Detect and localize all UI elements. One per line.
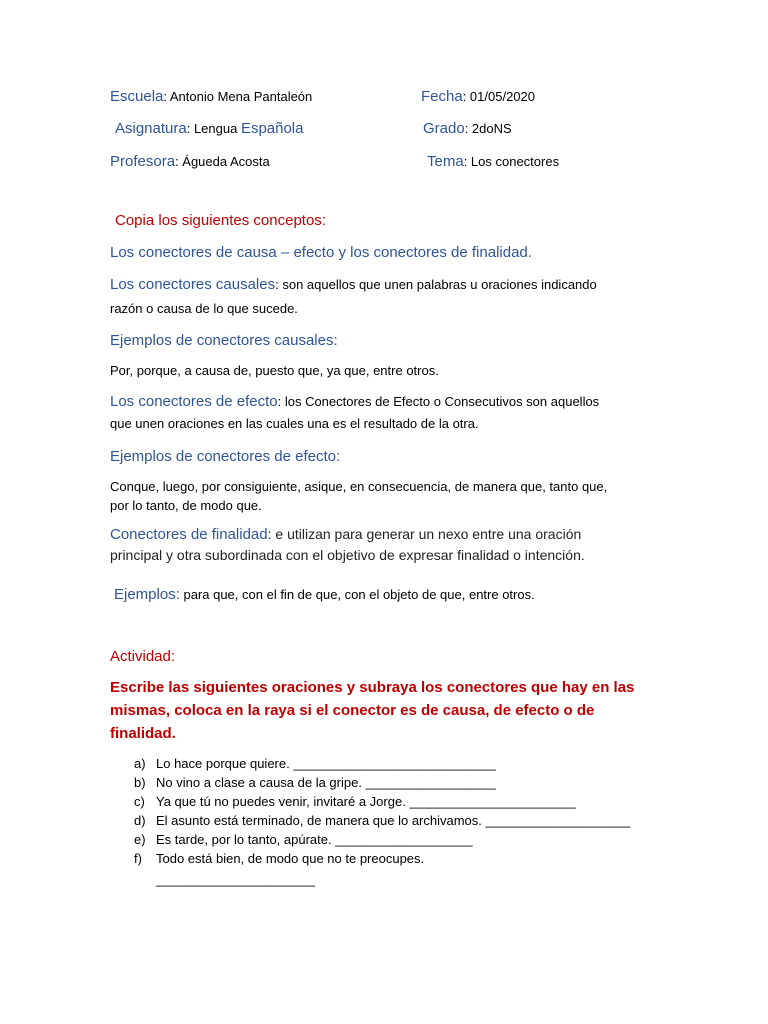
escuela-label: Escuela bbox=[110, 88, 164, 105]
causales-label: Los conectores causales bbox=[110, 276, 276, 293]
efecto-line-1 bbox=[110, 393, 599, 411]
causales-line-1 bbox=[110, 276, 597, 294]
item-text: Ya que tú no puedes venir, invitaré a Jorge. bbox=[156, 794, 410, 809]
answer-blank[interactable]: ___________________ bbox=[335, 832, 473, 847]
item-text: No vino a clase a causa de la gripe. bbox=[156, 775, 366, 790]
finalidad-label: Conectores de finalidad bbox=[110, 526, 268, 543]
asignatura-value: : Lengua bbox=[186, 121, 241, 136]
escuela-row bbox=[110, 88, 312, 106]
fecha-label: Fecha bbox=[421, 88, 463, 105]
actividad-item-b bbox=[134, 775, 496, 790]
finalidad-ejemplos-label: Ejemplos: bbox=[114, 586, 180, 603]
profesora-row bbox=[110, 153, 270, 171]
item-marker: b) bbox=[134, 775, 146, 790]
tema-value: : Los conectores bbox=[463, 154, 560, 169]
actividad-item-f-blank-row bbox=[156, 872, 315, 887]
finalidad-ejemplos-text: para que, con el fin de que, con el objeto de que, entre otros. bbox=[179, 587, 535, 602]
escuela-value: : Antonio Mena Pantaleón bbox=[163, 89, 313, 104]
profesora-label: Profesora bbox=[110, 153, 176, 170]
item-text: El asunto está terminado, de manera que lo archivamos. bbox=[156, 813, 486, 828]
item-marker: a) bbox=[134, 756, 146, 771]
causales-text-2: razón o causa de lo que sucede. bbox=[110, 301, 298, 316]
item-text: Lo hace porque quiere. bbox=[156, 756, 294, 771]
causales-ejemplos-heading: Ejemplos de conectores causales: bbox=[110, 332, 338, 349]
efecto-label: Los conectores de efecto bbox=[110, 393, 278, 410]
item-text: Todo está bien, de modo que no te preocupes. bbox=[156, 851, 425, 866]
answer-blank[interactable]: _______________________ bbox=[409, 794, 576, 809]
finalidad-ejemplos-row bbox=[114, 586, 535, 604]
efecto-ejemplos-text-2: por lo tanto, de modo que. bbox=[110, 498, 262, 513]
efecto-ejemplos-text-1: Conque, luego, por consiguiente, asique, en consecuencia, de manera que, tanto que, bbox=[110, 479, 608, 494]
fecha-row bbox=[421, 88, 535, 106]
efecto-text-2: que unen oraciones en las cuales una es el resultado de la otra. bbox=[110, 416, 479, 431]
item-marker: d) bbox=[134, 813, 146, 828]
actividad-item-c bbox=[134, 794, 576, 809]
actividad-instr-1: Escribe las siguientes oraciones y subraya los conectores que hay en las bbox=[110, 679, 635, 696]
grado-value: : 2doNS bbox=[464, 121, 512, 136]
actividad-item-d bbox=[134, 813, 630, 828]
answer-blank[interactable]: ______________________ bbox=[156, 872, 316, 887]
causales-text-1: : son aquellos que unen palabras u oraciones indicando bbox=[275, 277, 597, 292]
copia-heading: Copia los siguientes conceptos: bbox=[115, 212, 326, 229]
profesora-value: : Águeda Acosta bbox=[175, 154, 270, 169]
actividad-instr-3: finalidad. bbox=[110, 725, 176, 742]
item-marker: e) bbox=[134, 832, 146, 847]
item-text: Es tarde, por lo tanto, apúrate. bbox=[156, 832, 336, 847]
answer-blank[interactable]: ____________________________ bbox=[293, 756, 496, 771]
finalidad-text-1: : e utilizan para generar un nexo entre una oración bbox=[267, 526, 582, 542]
actividad-item-a bbox=[134, 756, 496, 771]
answer-blank[interactable]: ____________________ bbox=[485, 813, 631, 828]
tema-row bbox=[427, 153, 559, 171]
actividad-item-e bbox=[134, 832, 473, 847]
finalidad-text-2: principal y otra subordinada con el objetivo de expresar finalidad o intención. bbox=[110, 547, 585, 563]
efecto-ejemplos-heading: Ejemplos de conectores de efecto: bbox=[110, 448, 341, 465]
copia-subtitle: Los conectores de causa – efecto y los conectores de finalidad. bbox=[110, 244, 532, 261]
grado-row bbox=[423, 120, 512, 138]
actividad-heading: Actividad: bbox=[110, 648, 176, 665]
asignatura-row bbox=[115, 120, 304, 138]
actividad-item-f bbox=[134, 851, 424, 866]
causales-ejemplos-text: Por, porque, a causa de, puesto que, ya que, entre otros. bbox=[110, 363, 439, 378]
finalidad-line-1 bbox=[110, 526, 581, 544]
asignatura-value-espanola: Española bbox=[240, 120, 304, 137]
efecto-text-1: : los Conectores de Efecto o Consecutivos son aquellos bbox=[277, 394, 600, 409]
item-marker: f) bbox=[134, 851, 142, 866]
fecha-value: : 01/05/2020 bbox=[462, 89, 535, 104]
answer-blank[interactable]: __________________ bbox=[365, 775, 496, 790]
actividad-instr-2: mismas, coloca en la raya si el conector es de causa, de efecto o de bbox=[110, 702, 595, 719]
asignatura-label: Asignatura bbox=[115, 120, 187, 137]
item-marker: c) bbox=[134, 794, 145, 809]
tema-label: Tema bbox=[427, 153, 464, 170]
grado-label: Grado bbox=[423, 120, 465, 137]
